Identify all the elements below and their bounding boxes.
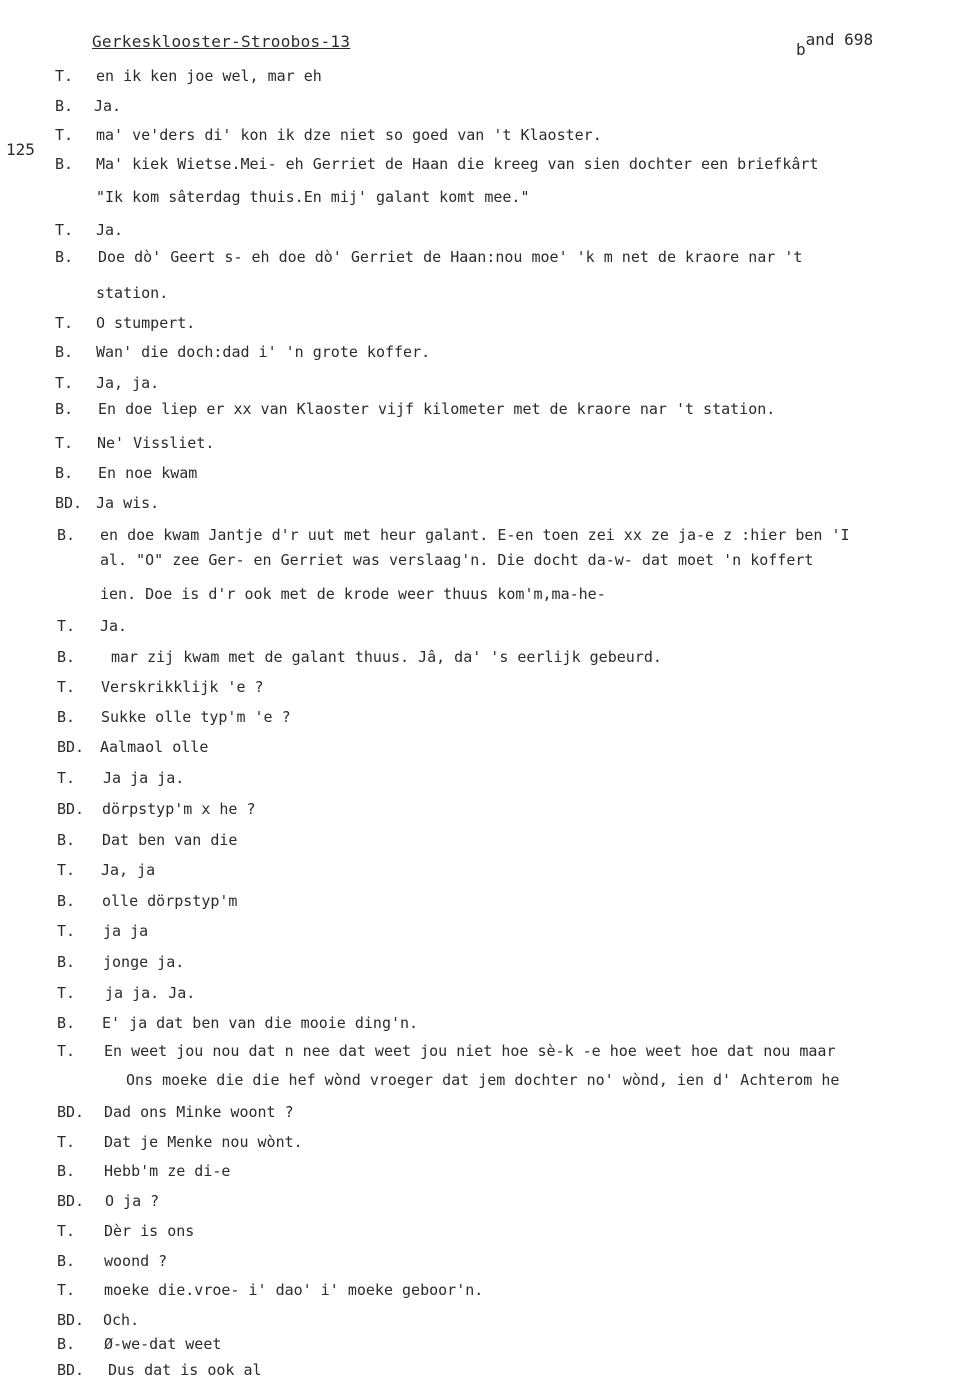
utterance-text: Ja, ja. xyxy=(96,374,160,392)
speaker-label: T. xyxy=(55,374,74,392)
speaker-label: B. xyxy=(57,1335,76,1353)
speaker-label: B. xyxy=(55,155,74,173)
utterance-text: en doe kwam Jantje d'r uut met heur galant. E-en toen zei xx ze ja-e z :hier ben 'I xyxy=(100,526,850,544)
utterance-text: Hebb'm ze di-e xyxy=(104,1162,231,1180)
utterance-text: Ja ja ja. xyxy=(103,769,185,787)
band-prefix: b xyxy=(796,40,806,59)
utterance-text: Dat ben van die xyxy=(102,831,238,849)
band-label: and 698 xyxy=(805,30,874,49)
utterance-text: O stumpert. xyxy=(96,314,196,332)
utterance-text: Ons moeke die die hef wònd vroeger dat jem dochter no' wònd, ien d' Achterom he xyxy=(126,1071,840,1089)
utterance-text: Ja. xyxy=(100,617,128,635)
speaker-label: T. xyxy=(57,922,76,940)
utterance-text: Ja wis. xyxy=(96,494,160,512)
speaker-label: T. xyxy=(57,861,76,879)
utterance-text: dörpstyp'm x he ? xyxy=(102,800,256,818)
utterance-text: jonge ja. xyxy=(103,953,185,971)
utterance-text: Wan' die doch:dad i' 'n grote koffer. xyxy=(96,343,431,361)
speaker-label: B. xyxy=(57,1252,76,1270)
speaker-label: T. xyxy=(57,1042,76,1060)
speaker-label: T. xyxy=(57,1281,76,1299)
utterance-text: Dèr is ons xyxy=(104,1222,195,1240)
utterance-text: "Ik kom sâterdag thuis.En mij' galant komt mee." xyxy=(96,188,530,206)
speaker-label: BD. xyxy=(55,494,83,512)
utterance-text: ma' ve'ders di' kon ik dze niet so goed van 't Klaoster. xyxy=(96,126,602,144)
utterance-text: Doe dò' Geert s- eh doe dò' Gerriet de Haan:nou moe' 'k m net de kraore nar 't xyxy=(98,248,803,266)
speaker-label: B. xyxy=(57,953,76,971)
speaker-label: B. xyxy=(57,892,76,910)
utterance-text: Ja. xyxy=(96,221,124,239)
utterance-text: E' ja dat ben van die mooie ding'n. xyxy=(102,1014,419,1032)
speaker-label: T. xyxy=(57,1133,76,1151)
utterance-text: en ik ken joe wel, mar eh xyxy=(96,67,322,85)
utterance-text: ien. Doe is d'r ook met de krode weer thuus kom'm,ma-he- xyxy=(100,585,606,603)
utterance-text: Ma' kiek Wietse.Mei- eh Gerriet de Haan die kreeg van sien dochter een briefkârt xyxy=(96,155,819,173)
speaker-label: B. xyxy=(55,400,74,418)
margin-line-number: 125 xyxy=(6,140,35,159)
utterance-text: Verskrikklijk 'e ? xyxy=(101,678,264,696)
speaker-label: B. xyxy=(55,248,74,266)
speaker-label: BD. xyxy=(57,1311,85,1329)
speaker-label: B. xyxy=(57,1014,76,1032)
speaker-label: BD. xyxy=(57,1103,85,1121)
speaker-label: T. xyxy=(55,314,74,332)
utterance-text: Dad ons Minke woont ? xyxy=(104,1103,294,1121)
speaker-label: B. xyxy=(55,464,74,482)
speaker-label: B. xyxy=(57,526,76,544)
utterance-text: En doe liep er xx van Klaoster vijf kilometer met de kraore nar 't station. xyxy=(98,400,776,418)
utterance-text: ja ja. Ja. xyxy=(105,984,196,1002)
speaker-label: B. xyxy=(57,831,76,849)
speaker-label: T. xyxy=(55,434,74,452)
utterance-text: O ja ? xyxy=(105,1192,160,1210)
utterance-text: Och. xyxy=(103,1311,140,1329)
speaker-label: T. xyxy=(57,1222,76,1240)
speaker-label: T. xyxy=(55,67,74,85)
utterance-text: Ja, ja xyxy=(101,861,156,879)
speaker-label: BD. xyxy=(57,800,85,818)
speaker-label: T. xyxy=(55,126,74,144)
speaker-label: BD. xyxy=(57,738,85,756)
utterance-text: Aalmaol olle xyxy=(100,738,209,756)
utterance-text: Ø-we-dat weet xyxy=(104,1335,222,1353)
document-title: Gerkesklooster-Stroobos-13 xyxy=(92,32,351,51)
utterance-text: Sukke olle typ'm 'e ? xyxy=(101,708,291,726)
utterance-text: ja ja xyxy=(103,922,149,940)
utterance-text: station. xyxy=(96,284,169,302)
speaker-label: B. xyxy=(55,97,74,115)
utterance-text: Dus dat is ook al xyxy=(108,1361,262,1379)
speaker-label: BD. xyxy=(57,1361,85,1379)
utterance-text: Dat je Menke nou wònt. xyxy=(104,1133,303,1151)
speaker-label: B. xyxy=(57,648,76,666)
utterance-text: olle dörpstyp'm xyxy=(102,892,238,910)
utterance-text: al. "O" zee Ger- en Gerriet was verslaag'n. Die docht da-w- dat moet 'n koffert xyxy=(100,551,814,569)
speaker-label: B. xyxy=(55,343,74,361)
band-number xyxy=(796,30,874,59)
speaker-label: BD. xyxy=(57,1192,85,1210)
utterance-text: Ne' Vissliet. xyxy=(97,434,215,452)
utterance-text: mar zij kwam met de galant thuus. Jâ, da' 's eerlijk gebeurd. xyxy=(111,648,662,666)
speaker-label: T. xyxy=(57,617,76,635)
speaker-label: B. xyxy=(57,708,76,726)
utterance-text: En noe kwam xyxy=(98,464,198,482)
utterance-text: Ja. xyxy=(94,97,122,115)
speaker-label: T. xyxy=(57,678,76,696)
speaker-label: T. xyxy=(55,221,74,239)
utterance-text: moeke die.vroe- i' dao' i' moeke geboor'n. xyxy=(104,1281,484,1299)
utterance-text: woond ? xyxy=(104,1252,168,1270)
speaker-label: B. xyxy=(57,1162,76,1180)
speaker-label: T. xyxy=(57,769,76,787)
speaker-label: T. xyxy=(57,984,76,1002)
utterance-text: En weet jou nou dat n nee dat weet jou niet hoe sè-k -e hoe weet hoe dat nou maar xyxy=(104,1042,836,1060)
